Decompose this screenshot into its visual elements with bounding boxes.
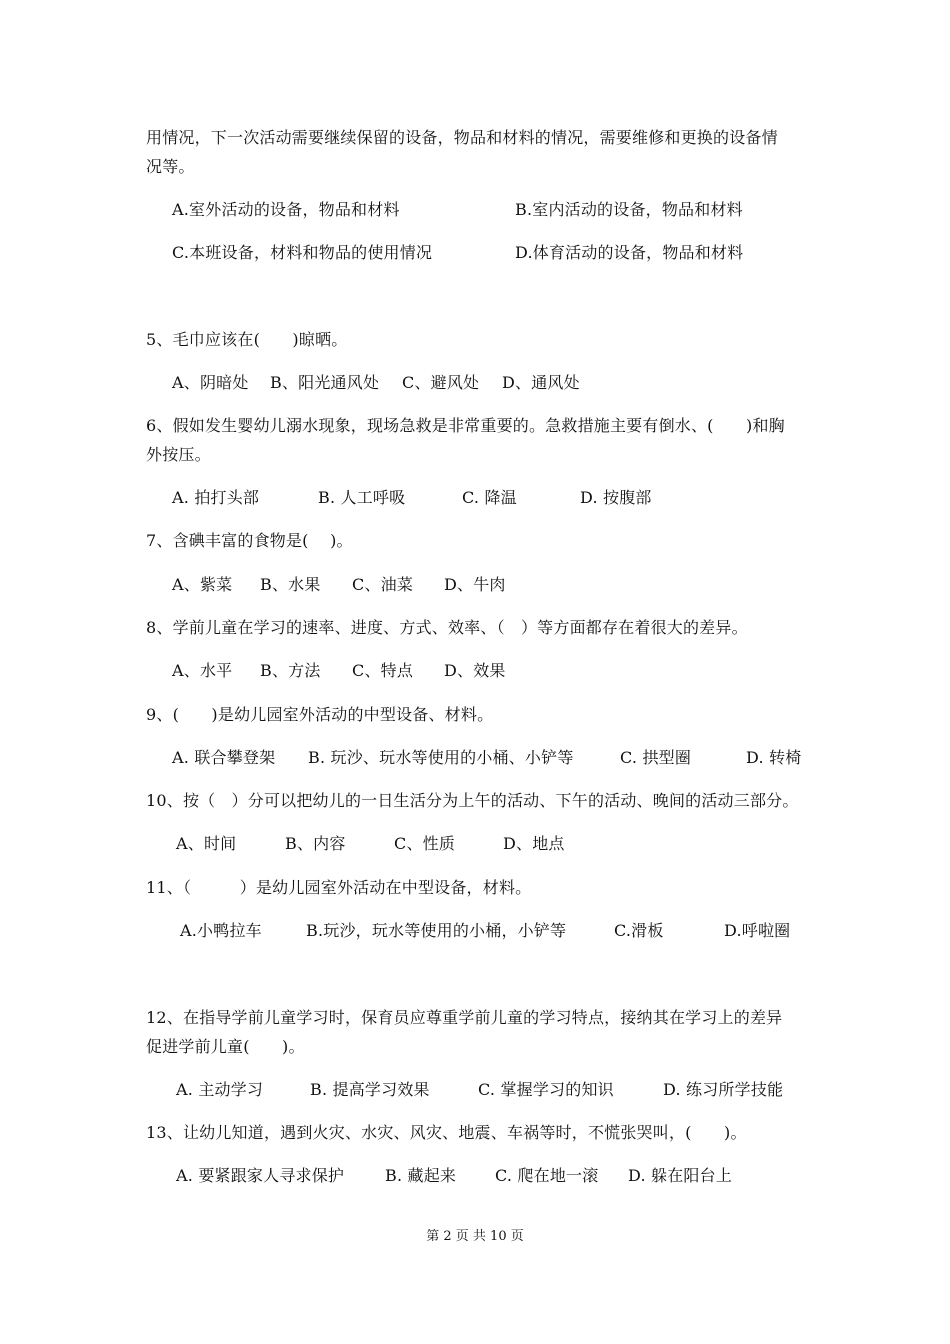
question-8-option-b: B、方法	[260, 661, 321, 680]
page-footer: 第 2 页 共 10 页	[426, 1229, 524, 1244]
question-13-option-c: C. 爬在地一滚	[495, 1166, 599, 1185]
question-13-option-d: D. 躲在阳台上	[628, 1166, 733, 1185]
question-6-option-c: C. 降温	[462, 488, 517, 507]
question-10-option-a: A、时间	[176, 834, 237, 853]
question-13-option-b: B. 藏起来	[385, 1166, 457, 1185]
question-9-option-a: A. 联合攀登架	[172, 748, 276, 767]
intro-line-2: 况等。	[146, 157, 195, 176]
question-6-text-line-2: 外按压。	[146, 445, 211, 464]
intro-line-1: 用情况，下一次活动需要继续保留的设备，物品和材料的情况，需要维修和更换的设备情	[146, 128, 778, 147]
question-11-text: 11、（ ）是幼儿园室外活动在中型设备，材料。	[146, 878, 532, 897]
question-6-option-d: D. 按腹部	[580, 488, 652, 507]
question-10-option-b: B、内容	[285, 834, 346, 853]
question-11-option-c: C.滑板	[614, 921, 664, 940]
question-12-text-line-1: 12、在指导学前儿童学习时，保育员应尊重学前儿童的学习特点，接纳其在学习上的差异	[146, 1008, 783, 1027]
question-13-text: 13、让幼儿知道，遇到火灾、水灾、风灾、地震、车祸等时，不慌张哭叫，( )。	[146, 1123, 747, 1142]
question-12-text-line-2: 促进学前儿童( )。	[146, 1037, 305, 1056]
question-9-option-c: C. 拱型圈	[620, 748, 692, 767]
question-10-text: 10、按（ ）分可以把幼儿的一日生活分为上午的活动、下午的活动、晚间的活动三部分。	[146, 791, 799, 810]
question-12-option-c: C. 掌握学习的知识	[478, 1080, 614, 1099]
question-9-option-d: D. 转椅	[746, 748, 802, 767]
intro-option-b: B.室内活动的设备，物品和材料	[515, 200, 743, 219]
question-9-option-b: B. 玩沙、玩水等使用的小桶、小铲等	[308, 748, 574, 767]
intro-option-c: C.本班设备，材料和物品的使用情况	[172, 243, 433, 262]
question-12-option-b: B. 提高学习效果	[310, 1080, 430, 1099]
question-11-option-b: B.玩沙，玩水等使用的小桶，小铲等	[306, 921, 567, 940]
question-9-text: 9、( )是幼儿园室外活动的中型设备、材料。	[146, 705, 494, 724]
question-7-option-d: D、牛肉	[444, 575, 506, 594]
question-10-option-d: D、地点	[503, 834, 565, 853]
question-12-option-d: D. 练习所学技能	[663, 1080, 784, 1099]
question-13-option-a: A. 要紧跟家人寻求保护	[176, 1166, 345, 1185]
question-7-option-b: B、水果	[260, 575, 321, 594]
question-8-option-c: C、特点	[352, 661, 414, 680]
question-8-option-a: A、水平	[172, 661, 233, 680]
question-6-option-b: B. 人工呼吸	[318, 488, 406, 507]
question-11-option-a: A.小鸭拉车	[180, 921, 262, 940]
question-7-option-a: A、紫菜	[172, 575, 233, 594]
intro-option-d: D.体育活动的设备，物品和材料	[515, 243, 744, 262]
question-6-text-line-1: 6、假如发生婴幼儿溺水现象，现场急救是非常重要的。急救措施主要有倒水、( )和胸	[146, 416, 785, 435]
question-7-option-c: C、油菜	[352, 575, 414, 594]
question-7-text: 7、含碘丰富的食物是( )。	[146, 531, 353, 550]
question-8-text: 8、学前儿童在学习的速率、进度、方式、效率、（ ）等方面都存在着很大的差异。	[146, 618, 748, 637]
question-12-option-a: A. 主动学习	[176, 1080, 264, 1099]
question-5-text: 5、毛巾应该在( )晾晒。	[146, 330, 348, 349]
question-11-option-d: D.呼啦圈	[724, 921, 791, 940]
question-5-option-a: A、阴暗处	[172, 373, 249, 392]
question-5-option-b: B、阳光通风处	[270, 373, 380, 392]
question-8-option-d: D、效果	[444, 661, 506, 680]
question-5-option-c: C、避风处	[402, 373, 480, 392]
question-6-option-a: A. 拍打头部	[172, 488, 260, 507]
question-10-option-c: C、性质	[394, 834, 456, 853]
question-5-option-d: D、通风处	[502, 373, 580, 392]
intro-option-a: A.室外活动的设备，物品和材料	[172, 200, 400, 219]
